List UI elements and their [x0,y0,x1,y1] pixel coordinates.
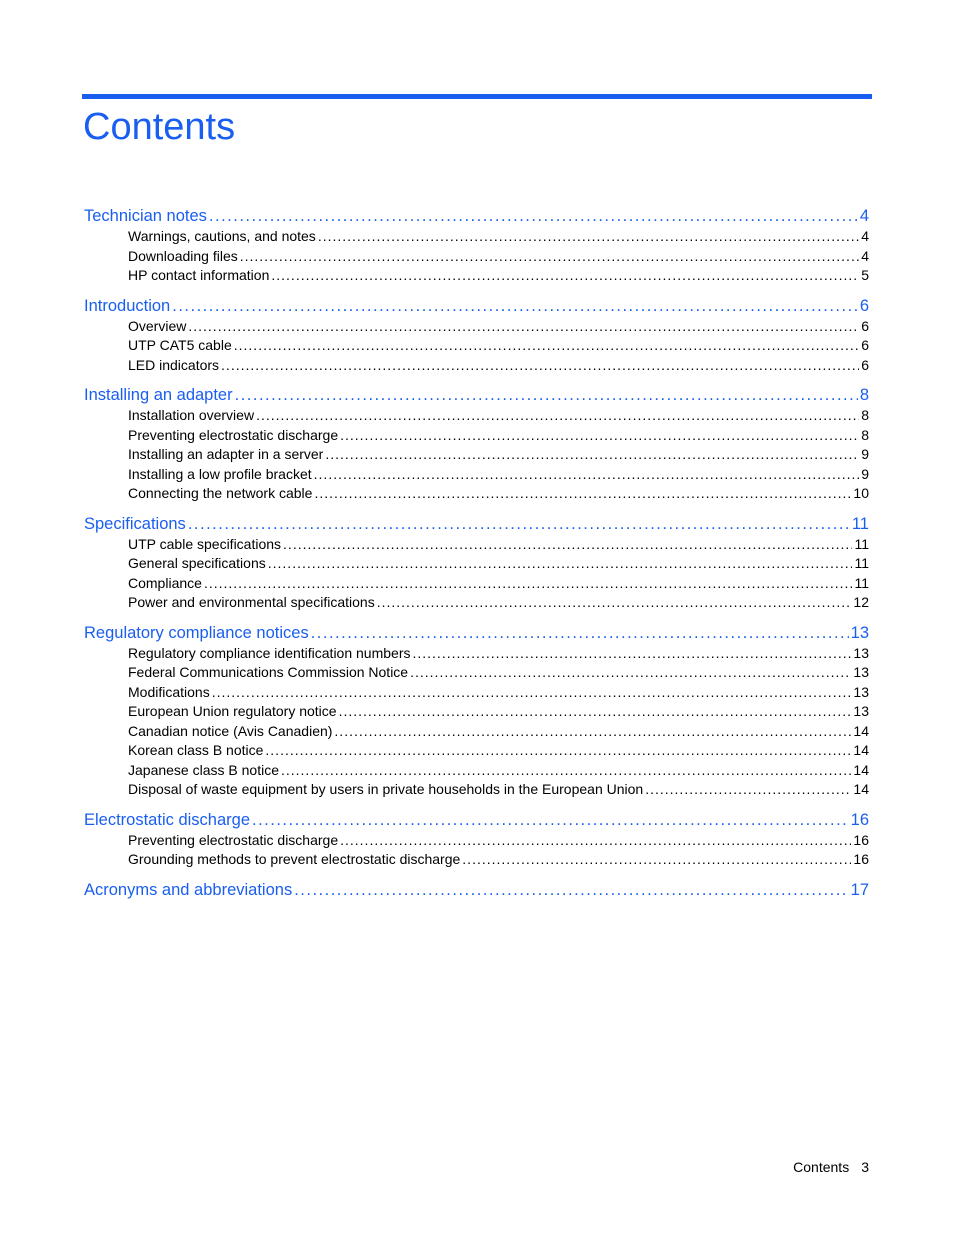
toc-entry-label: European Union regulatory notice [128,703,337,719]
toc-entry-label: Installation overview [128,407,255,423]
toc-entry-link[interactable] [84,317,869,337]
toc-entry-page: 11 [854,574,869,591]
toc-entry-label: UTP cable specifications [128,535,282,552]
toc-entry-link[interactable] [84,850,869,870]
toc-entry-link[interactable] [84,535,869,555]
toc-section [84,514,869,613]
toc-section-label: Regulatory compliance notices [84,623,309,642]
toc-section-page: 11 [851,514,869,533]
toc-section-link[interactable] [84,514,869,535]
toc-entry-page: 6 [861,317,869,334]
dot-leader [172,296,858,317]
toc-section-page: 6 [859,296,869,315]
toc-entry-label: Warnings, cautions, and notes [128,228,316,244]
toc-section-link[interactable] [84,623,869,644]
toc-entry-link[interactable] [84,663,869,683]
dot-leader [645,780,851,800]
toc-entry-label: Compliance [128,574,202,591]
dot-leader [334,722,851,742]
toc-section [84,880,869,901]
table-of-contents [84,206,869,911]
toc-entry-link[interactable] [84,484,869,504]
dot-leader [340,426,859,446]
toc-entry-page: 11 [854,535,869,552]
toc-entry-label: Disposal of waste equipment by users in private households in the European Union [128,781,644,797]
dot-leader [265,741,851,761]
dot-leader [294,880,848,901]
toc-entry-page: 6 [861,356,869,373]
toc-entry-link[interactable] [84,683,869,703]
toc-entry-link[interactable] [84,741,869,761]
toc-entry-label: Korean class B notice [128,742,264,758]
dot-leader [281,761,851,781]
toc-entry-page: 14 [853,781,869,797]
toc-entry-page: 16 [853,831,869,848]
toc-entry-page: 14 [853,761,869,778]
dot-leader [240,247,859,267]
dot-leader [221,356,859,376]
toc-entry-label: Overview [128,317,187,334]
dot-leader [204,574,853,594]
dot-leader [212,683,852,703]
dot-leader [256,406,859,426]
toc-entry-label: Japanese class B notice [128,761,279,778]
toc-entry-link[interactable] [84,702,869,722]
toc-entry-label: LED indicators [128,356,220,373]
dot-leader [412,644,851,664]
dot-leader [377,593,852,613]
toc-entry-link[interactable] [84,831,869,851]
toc-section-page: 13 [850,623,869,642]
dot-leader [283,535,852,555]
dot-leader [271,266,859,286]
toc-entry-page: 4 [861,228,869,244]
toc-entry-label: Connecting the network cable [128,485,313,501]
dot-leader [234,336,859,356]
dot-leader [410,663,851,683]
toc-entry-link[interactable] [84,426,869,446]
dot-leader [462,850,851,870]
dot-leader [314,465,860,485]
toc-entry-label: Installing an adapter in a server [128,446,324,462]
dot-leader [268,554,853,574]
dot-leader [235,385,858,406]
toc-entry-page: 13 [853,664,869,680]
toc-section-label: Specifications [84,514,186,533]
toc-entry-page: 14 [853,722,869,739]
toc-entry-link[interactable] [84,356,869,376]
toc-entry-link[interactable] [84,761,869,781]
page-title: Contents [83,106,236,148]
toc-section-link[interactable] [84,385,869,406]
toc-section-link[interactable] [84,206,869,227]
toc-entry-label: Downloading files [128,247,238,264]
toc-entry-link[interactable] [84,465,869,485]
toc-entry-link[interactable] [84,554,869,574]
toc-entry-label: HP contact information [128,267,270,283]
toc-entry-link[interactable] [84,247,869,267]
toc-entry-link[interactable] [84,227,869,247]
title-rule [82,94,872,99]
dot-leader [311,623,849,644]
toc-entry-link[interactable] [84,406,869,426]
toc-section-page: 16 [850,810,869,829]
toc-entry-label: Regulatory compliance identification numbers [128,644,411,661]
toc-entry-page: 5 [861,267,869,283]
toc-entry-label: Preventing electrostatic discharge [128,426,339,443]
toc-section-label: Installing an adapter [84,386,233,404]
toc-section-label: Technician notes [84,207,207,225]
toc-entry-link[interactable] [84,574,869,594]
toc-entry-link[interactable] [84,780,869,800]
page-footer [793,1158,869,1176]
dot-leader [252,810,849,831]
toc-section-link[interactable] [84,810,869,831]
toc-entry-label: Federal Communications Commission Notice [128,664,409,680]
toc-entry-page: 12 [853,594,869,610]
toc-section-link[interactable] [84,296,869,317]
toc-entry-page: 13 [853,703,869,719]
toc-entry-page: 4 [861,247,869,264]
toc-entry-label: Modifications [128,683,210,700]
toc-entry-page: 9 [861,465,869,482]
toc-section [84,810,869,870]
toc-entry-page: 13 [853,683,869,700]
toc-section [84,385,869,504]
dot-leader [325,445,859,465]
toc-section-page: 8 [859,386,869,404]
toc-section-link[interactable] [84,880,869,901]
dot-leader [340,831,851,851]
toc-entry-page: 9 [861,446,869,462]
toc-entry-label: Installing a low profile bracket [128,465,312,482]
toc-entry-label: UTP CAT5 cable [128,337,232,353]
toc-section-label: Acronyms and abbreviations [84,880,293,899]
dot-leader [314,484,851,504]
toc-entry-label: Grounding methods to prevent electrostatic discharge [128,851,461,867]
toc-section [84,623,869,800]
toc-section [84,296,869,376]
toc-entry-link[interactable] [84,445,869,465]
toc-entry-page: 10 [853,485,869,501]
toc-entry-link[interactable] [84,336,869,356]
dot-leader [318,227,859,247]
toc-entry-link[interactable] [84,644,869,664]
toc-entry-link[interactable] [84,722,869,742]
toc-entry-page: 6 [861,337,869,353]
toc-entry-page: 16 [853,851,869,867]
toc-entry-label: General specifications [128,555,266,571]
toc-section [84,206,869,286]
toc-entry-label: Power and environmental specifications [128,594,375,610]
toc-entry-label: Preventing electrostatic discharge [128,831,339,848]
toc-entry-page: 8 [861,407,869,423]
footer-page-number: 3 [861,1159,869,1175]
toc-entry-page: 11 [854,555,869,571]
toc-entry-label: Canadian notice (Avis Canadien) [128,722,333,739]
toc-entry-page: 13 [853,644,869,661]
toc-section-label: Introduction [84,296,171,315]
dot-leader [188,514,850,535]
footer-label: Contents [793,1159,850,1175]
toc-section-page: 4 [859,207,869,225]
toc-entry-link[interactable] [84,266,869,286]
toc-section-label: Electrostatic discharge [84,810,250,829]
dot-leader [339,702,852,722]
toc-section-page: 17 [850,880,869,899]
dot-leader [188,317,859,337]
dot-leader [209,206,858,227]
toc-entry-page: 14 [853,742,869,758]
toc-entry-page: 8 [861,426,869,443]
toc-entry-link[interactable] [84,593,869,613]
